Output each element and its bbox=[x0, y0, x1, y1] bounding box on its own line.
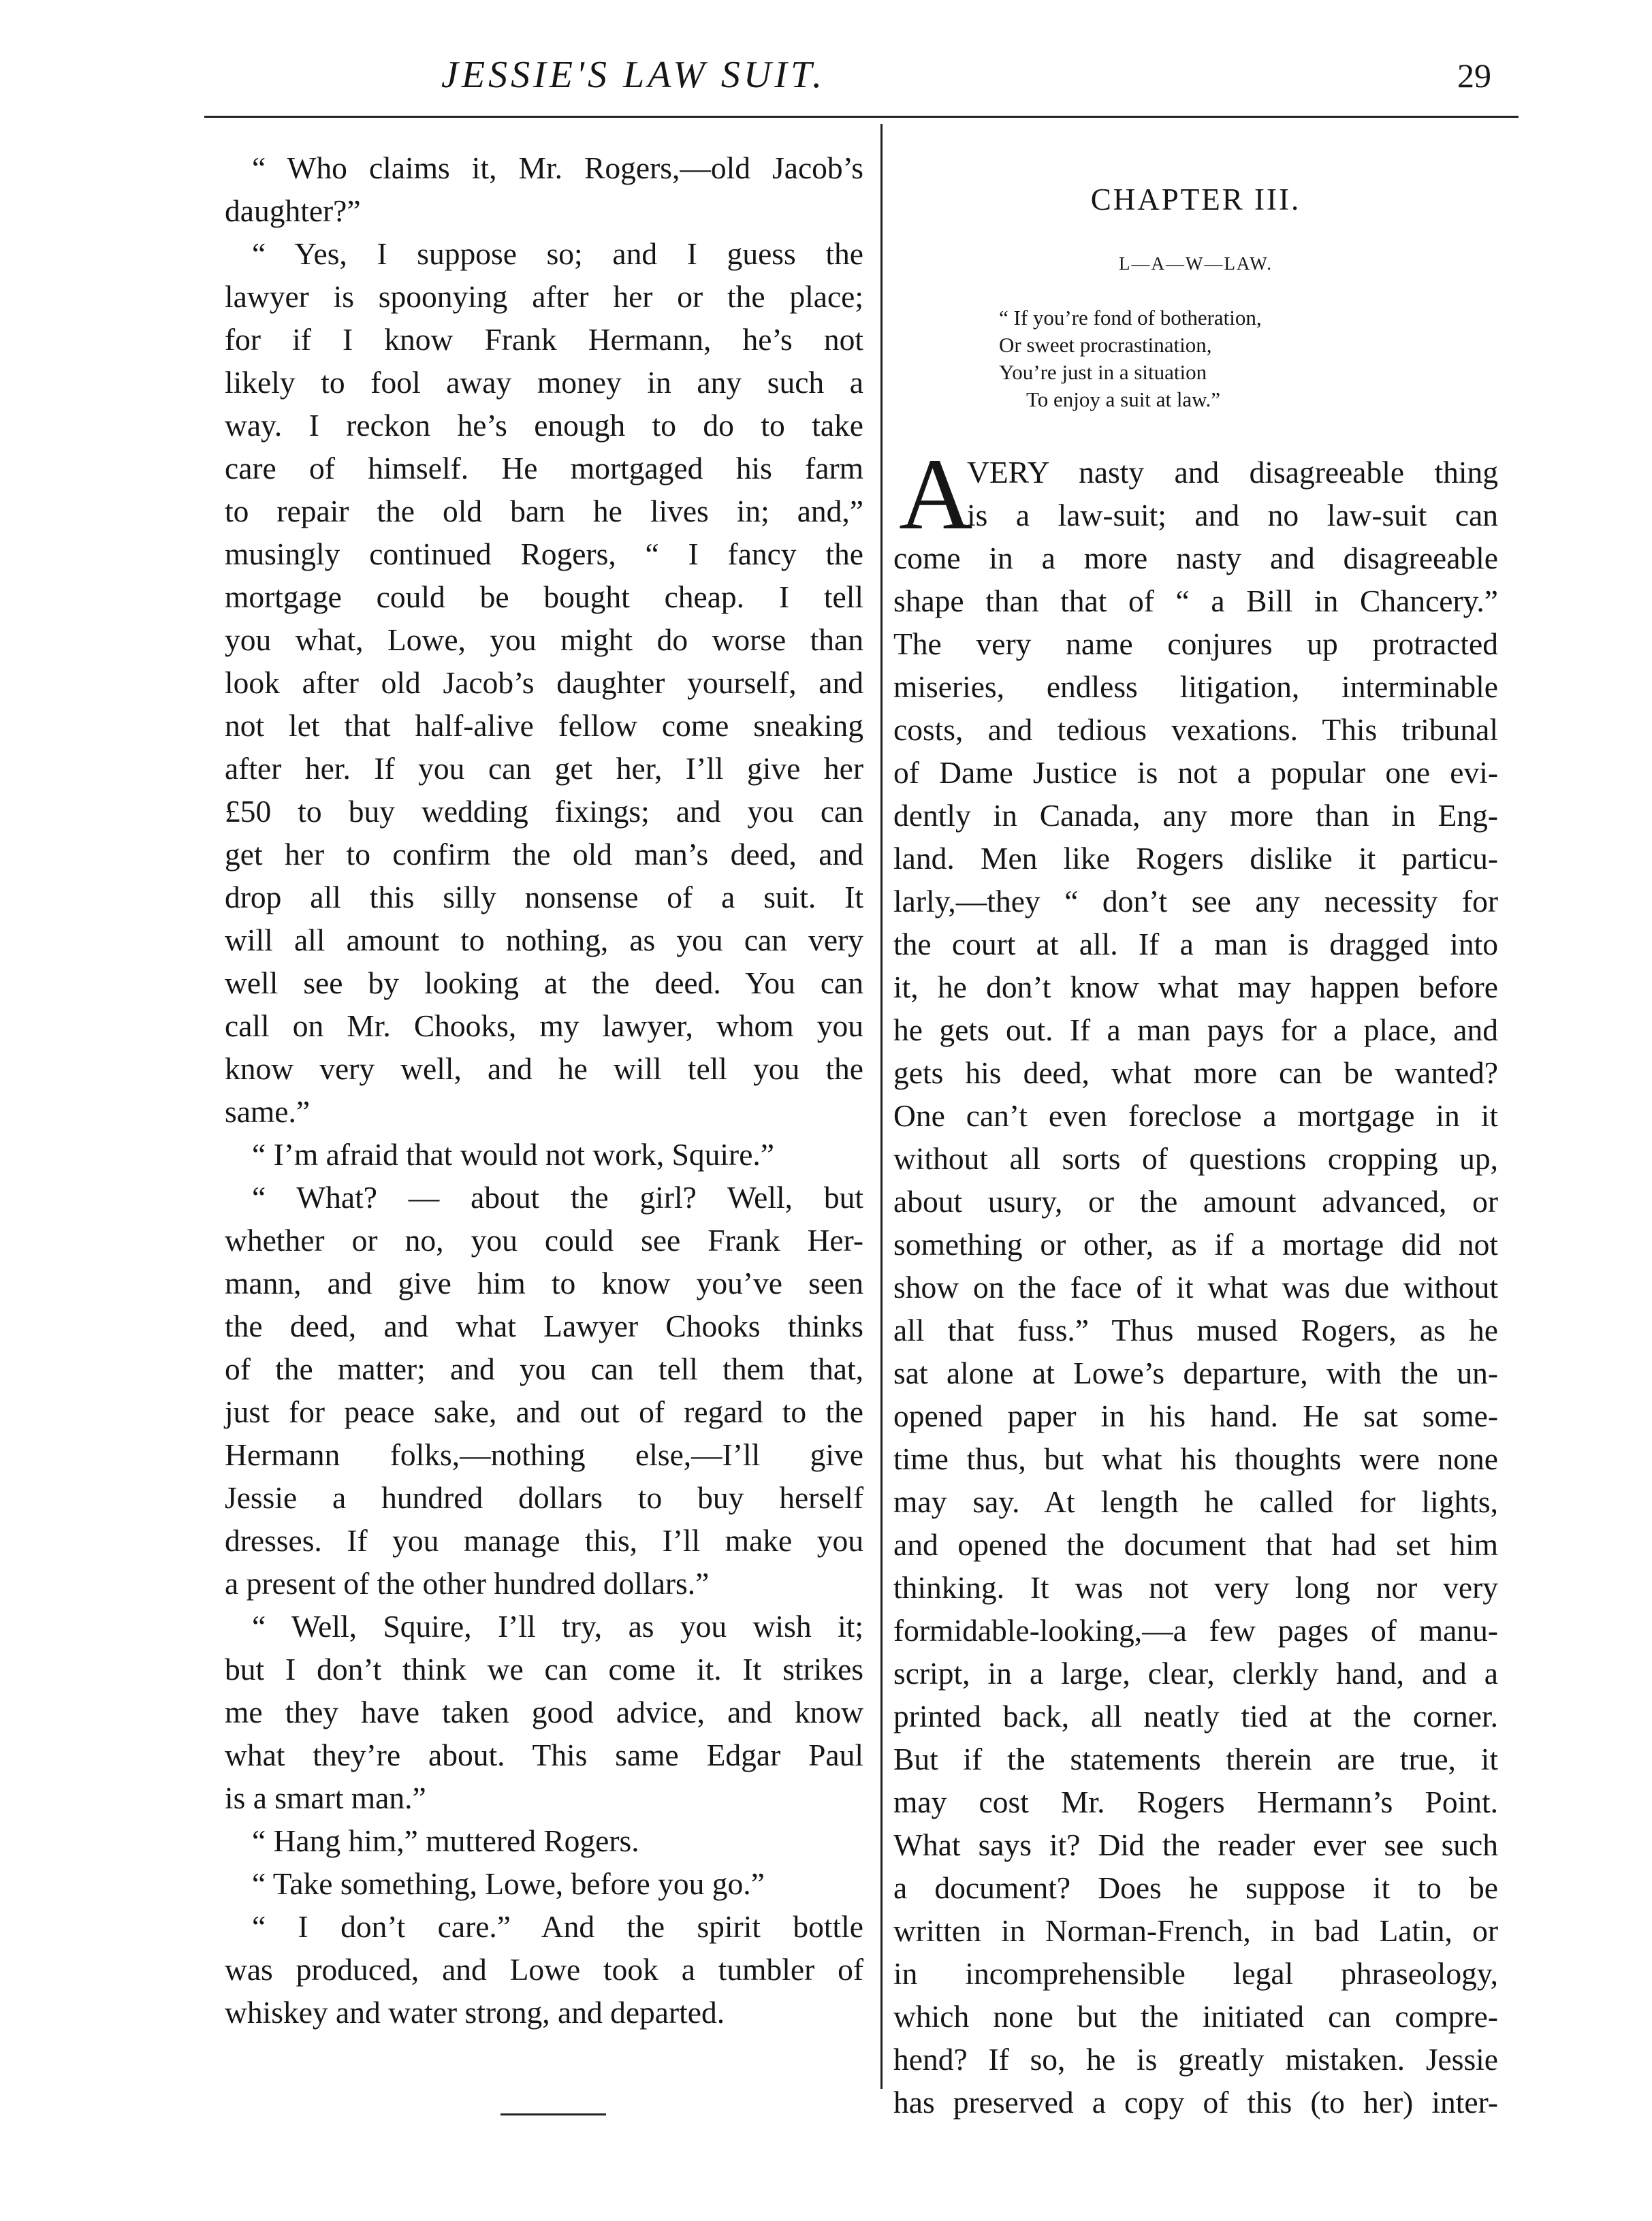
text-line: daughter?” bbox=[225, 193, 361, 228]
text-line: what they’re about. This same Edgar Paul bbox=[225, 1738, 863, 1772]
text-line: same.” bbox=[225, 1094, 311, 1129]
text-line: may cost Mr. Rogers Hermann’s Point. bbox=[893, 1785, 1498, 1819]
text-line: gets his deed, what more can be wanted? bbox=[893, 1055, 1498, 1090]
left-column bbox=[225, 146, 863, 2034]
chapter-body bbox=[893, 438, 1498, 2124]
text-line: “ Who claims it, Mr. Rogers,—old Jacob’s bbox=[252, 150, 863, 185]
text-line: without all sorts of questions cropping up, bbox=[893, 1141, 1498, 1176]
text-line: for if I know Frank Hermann, he’s not bbox=[225, 322, 863, 357]
text-line: call on Mr. Chooks, my lawyer, whom you bbox=[225, 1008, 863, 1043]
text-line: of the matter; and you can tell them that, bbox=[225, 1352, 863, 1386]
text-line: miseries, endless litigation, interminable bbox=[893, 669, 1498, 704]
text-line: The very name conjures up protracted bbox=[893, 626, 1498, 661]
text-line: larly,—they “ don’t see any necessity for bbox=[893, 884, 1498, 918]
text-line: dently in Canada, any more than in Eng- bbox=[893, 798, 1498, 833]
epigraph-line: Or sweet procrastination, bbox=[999, 333, 1212, 357]
chapter-subtitle: L—A—W—LAW. bbox=[1118, 253, 1273, 274]
text-line: and opened the document that had set him bbox=[893, 1527, 1498, 1562]
text-line: “ I’m afraid that would not work, Squire.” bbox=[252, 1137, 774, 1172]
text-line: me they have taken good advice, and know bbox=[225, 1695, 863, 1729]
text-line: he gets out. If a man pays for a place, and bbox=[893, 1012, 1498, 1047]
text-line: What says it? Did the reader ever see such bbox=[893, 1827, 1498, 1862]
right-column bbox=[893, 146, 1498, 2124]
text-line: way. I reckon he’s enough to do to take bbox=[225, 408, 863, 443]
text-line: mortgage could be bought cheap. I tell bbox=[225, 579, 863, 614]
text-line: after her. If you can get her, I’ll give her bbox=[225, 751, 863, 786]
page-number: 29 bbox=[1457, 57, 1491, 95]
text-line: But if the statements therein are true, it bbox=[893, 1742, 1498, 1776]
text-line: “ Hang him,” muttered Rogers. bbox=[252, 1823, 639, 1858]
epigraph-line: You’re just in a situation bbox=[999, 360, 1207, 384]
text-line: written in Norman-French, in bad Latin, or bbox=[893, 1913, 1498, 1948]
running-head bbox=[0, 53, 1652, 121]
text-line: it, he don’t know what may happen before bbox=[893, 970, 1498, 1004]
running-title: JESSIE'S LAW SUIT. bbox=[441, 54, 825, 96]
text-line: get her to confirm the old man’s deed, and bbox=[225, 837, 863, 872]
text-line: shape than that of “ a Bill in Chancery.” bbox=[893, 584, 1498, 618]
text-line: will all amount to nothing, as you can very bbox=[225, 923, 863, 957]
text-line: look after old Jacob’s daughter yourself, and bbox=[225, 665, 863, 700]
epigraph-line: To enjoy a suit at law.” bbox=[1026, 387, 1221, 411]
text-line: One can’t even foreclose a mortgage in it bbox=[893, 1098, 1498, 1133]
text-line: “ I don’t care.” And the spirit bottle bbox=[252, 1909, 863, 1944]
epigraph-line: “ If you’re fond of botheration, bbox=[999, 306, 1262, 330]
text-line: Hermann folks,—nothing else,—I’ll give bbox=[225, 1437, 863, 1472]
text-line: musingly continued Rogers, “ I fancy the bbox=[225, 537, 863, 571]
text-line: “ Take something, Lowe, before you go.” bbox=[252, 1866, 765, 1901]
text-line: is a law-suit; and no law-suit can bbox=[967, 498, 1498, 532]
text-line: “ Yes, I suppose so; and I guess the bbox=[252, 236, 863, 271]
text-line: something or other, as if a mortage did not bbox=[893, 1227, 1498, 1262]
text-line: in incomprehensible legal phraseology, bbox=[893, 1956, 1498, 1991]
text-line: just for peace sake, and out of regard to the bbox=[225, 1394, 863, 1429]
text-line: opened paper in his hand. He sat some- bbox=[893, 1399, 1498, 1433]
text-line: may say. At length he called for lights, bbox=[893, 1484, 1498, 1519]
text-line: a present of the other hundred dollars.” bbox=[225, 1566, 710, 1601]
text-line: drop all this silly nonsense of a suit. It bbox=[225, 880, 863, 914]
header-rule bbox=[204, 116, 1519, 118]
epigraph bbox=[999, 304, 1498, 413]
text-line: whiskey and water strong, and departed. bbox=[225, 1995, 725, 2030]
chapter-title: CHAPTER III. bbox=[1090, 182, 1301, 217]
text-line: of Dame Justice is not a popular one evi- bbox=[893, 755, 1498, 790]
text-line: was produced, and Lowe took a tumbler of bbox=[225, 1952, 863, 1987]
text-line: whether or no, you could see Frank Her- bbox=[225, 1223, 863, 1258]
text-line: to repair the old barn he lives in; and,” bbox=[225, 494, 863, 528]
text-line: has preserved a copy of this (to her) inter- bbox=[893, 2085, 1498, 2120]
drop-cap: A bbox=[899, 438, 973, 551]
text-line: a document? Does he suppose it to be bbox=[893, 1870, 1498, 1905]
text-line: dresses. If you manage this, I’ll make you bbox=[225, 1523, 863, 1558]
section-end-rule bbox=[501, 2113, 606, 2115]
column-divider bbox=[880, 124, 883, 2089]
text-line: land. Men like Rogers dislike it particu- bbox=[893, 841, 1498, 876]
text-line: “ What? — about the girl? Well, but bbox=[252, 1180, 863, 1215]
text-line: £50 to buy wedding fixings; and you can bbox=[225, 794, 863, 829]
text-line: Jessie a hundred dollars to buy herself bbox=[225, 1480, 863, 1515]
text-line: is a smart man.” bbox=[225, 1780, 426, 1815]
text-line: the court at all. If a man is dragged into bbox=[893, 927, 1498, 961]
text-line: mann, and give him to know you’ve seen bbox=[225, 1266, 863, 1300]
text-line: lawyer is spoonying after her or the place; bbox=[225, 279, 863, 314]
text-line: not let that half-alive fellow come sneaking bbox=[225, 708, 863, 743]
text-line: hend? If so, he is greatly mistaken. Jessie bbox=[893, 2042, 1498, 2077]
text-line: care of himself. He mortgaged his farm bbox=[225, 451, 863, 485]
text-line: VERY nasty and disagreeable thing bbox=[967, 455, 1498, 490]
text-line: well see by looking at the deed. You can bbox=[225, 965, 863, 1000]
text-line: “ Well, Squire, I’ll try, as you wish it; bbox=[252, 1609, 863, 1644]
text-line: about usury, or the amount advanced, or bbox=[893, 1184, 1498, 1219]
text-line: all that fuss.” Thus mused Rogers, as he bbox=[893, 1313, 1498, 1347]
text-line: know very well, and he will tell you the bbox=[225, 1051, 863, 1086]
text-line: thinking. It was not very long nor very bbox=[893, 1570, 1498, 1605]
text-line: show on the face of it what was due without bbox=[893, 1270, 1498, 1305]
text-line: script, in a large, clear, clerkly hand, and a bbox=[893, 1656, 1498, 1691]
text-line: formidable-looking,—a few pages of manu- bbox=[893, 1613, 1498, 1648]
text-line: printed back, all neatly tied at the corner. bbox=[893, 1699, 1498, 1733]
text-line: but I don’t think we can come it. It strikes bbox=[225, 1652, 863, 1687]
text-line: which none but the initiated can compre- bbox=[893, 1999, 1498, 2034]
text-line: you what, Lowe, you might do worse than bbox=[225, 622, 863, 657]
text-line: costs, and tedious vexations. This tribunal bbox=[893, 712, 1498, 747]
text-line: time thus, but what his thoughts were none bbox=[893, 1441, 1498, 1476]
text-line: the deed, and what Lawyer Chooks thinks bbox=[225, 1309, 863, 1343]
text-line: sat alone at Lowe’s departure, with the un- bbox=[893, 1356, 1498, 1390]
text-line: likely to fool away money in any such a bbox=[225, 365, 863, 400]
text-line: come in a more nasty and disagreeable bbox=[893, 541, 1498, 575]
